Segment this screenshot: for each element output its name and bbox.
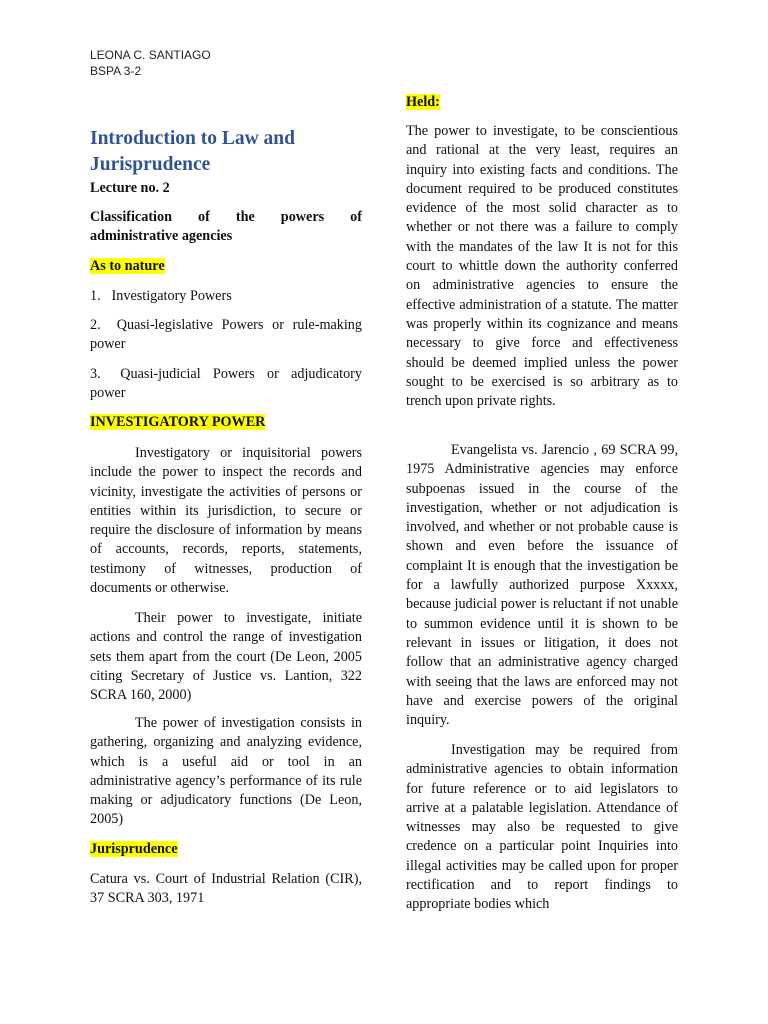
class-section: BSPA 3-2 (90, 64, 142, 78)
nature-heading-wrap (90, 257, 362, 276)
investigation-paragraph: Investigation may be required from administrative agencies to obtain information for future reference or to aid legislators to arrive at a palatable legislation. Attendance of witnesses may also be requested to give credence on a particular point Inquiries into illegal activities may be called upon for proper rectification and to report findings to appropriate bodies which (406, 742, 678, 913)
investigatory-heading-wrap (90, 413, 362, 432)
jurisprudence-heading: Jurisprudence (90, 841, 178, 857)
evangelista-paragraph: Evangelista vs. Jarencio , 69 SCRA 99, 1975 Administrative agencies may enforce subpoenas issued in the course of the investigation, whether or not adjudication is involved, and whether or not probable cause is shown and even before the issuance of complaint It is enough that the investigation be for a lawfully authorized purpose Xxxxx, because judicial power is reluctant if not unable to summon evidence until it is shown to be relevant in issues or litigation, it does not follow that an administrative agency charged with seeing that the laws are enforced may not have and exercise powers of the original inquiry. (406, 442, 678, 729)
list-text: Investigatory Powers (111, 288, 232, 304)
document-header (90, 47, 211, 79)
investigatory-paragraph-3: The power of investigation consists in gathering, organizing and analyzing evidence, which is a useful aid or tool in an administrative agency’s performance of its rule making or adjudicatory functions (De Leon, 2005) (90, 715, 362, 828)
jurisprudence-heading-wrap (90, 840, 362, 859)
document-title: Introduction to Law and Jurisprudence (90, 128, 295, 175)
list-item (90, 287, 362, 306)
investigatory-heading: INVESTIGATORY POWER (90, 414, 266, 430)
list-number: 1. (90, 288, 101, 304)
investigatory-paragraph-2: Their power to investigate, initiate actions and control the range of investigation sets them apart from the court (De Leon, 2005 citing Secretary of Justice vs. Lantion, 322 SCRA 160, 2000) (90, 610, 362, 704)
list-text: Quasi-judicial Powers or adjudicatory power (90, 366, 362, 402)
list-number: 3. (90, 366, 101, 382)
lecture-number: Lecture no. 2 (90, 180, 170, 196)
list-item (90, 365, 362, 404)
list-text: Quasi-legislative Powers or rule-making power (90, 317, 362, 353)
nature-heading: As to nature (90, 258, 165, 274)
held-heading: Held: (406, 94, 440, 110)
list-number: 2. (90, 317, 101, 333)
list-item (90, 316, 362, 355)
author-name: LEONA C. SANTIAGO (90, 48, 211, 62)
investigatory-paragraph-1: Investigatory or inquisitorial powers include the power to inspect the records and vicinity, investigate the activities of persons or entities within its jurisdiction, to secure or require the disclosure of information by means of accounts, records, reports, statements, testimony of witnesses, production of documents or otherwise. (90, 445, 362, 597)
held-paragraph: The power to investigate, to be conscientious and rational at the very least, requires an inquiry into existing facts and conditions. The document required to be produced constitutes evidence of the most solid character as to whether or not there was a failure to comply with the mandates of the law It is not for this court to whittle down the authority conferred on administrative agencies to ensure the effective administration of a statute. The matter was properly within its cognizance and means necessary to give force and effectiveness should be deemed implied unless the power sought to be exercised is so arbitrary as to trench upon private rights. (406, 123, 678, 410)
classification-heading: Classification of the powers of administrative agencies (90, 209, 362, 245)
held-heading-wrap (406, 93, 678, 112)
case-citation: Catura vs. Court of Industrial Relation (CIR), 37 SCRA 303, 1971 (90, 871, 362, 907)
